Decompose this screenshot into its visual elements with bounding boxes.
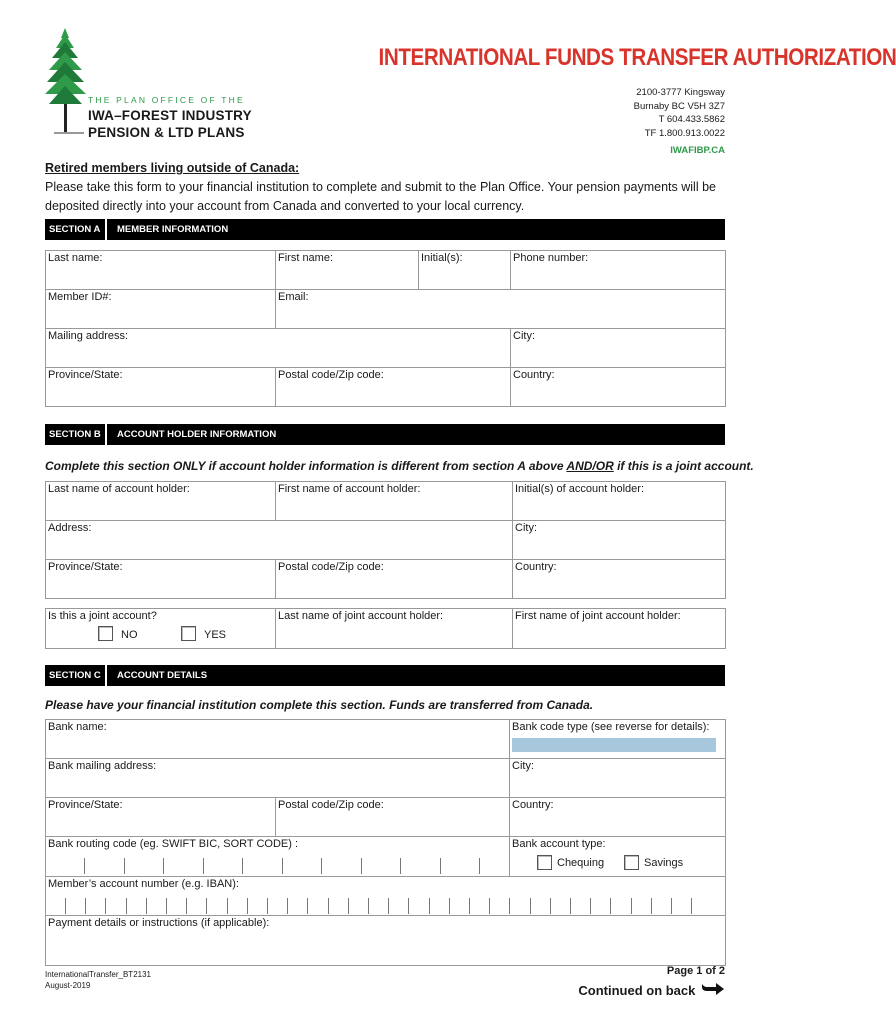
holder-address-label: Address: (48, 522, 92, 534)
bank-postal-field[interactable] (276, 798, 509, 836)
website-link[interactable]: IWAFIBP.CA (670, 145, 725, 156)
member-account-number-label: Member’s account number (e.g. IBAN): (48, 878, 239, 890)
holder-initials-field[interactable] (513, 482, 725, 520)
character-box-divider (84, 858, 85, 874)
org-name (88, 107, 252, 141)
holder-postal-label: Postal code/Zip code: (278, 561, 384, 573)
joint-last-name-label: Last name of joint account holder: (278, 610, 444, 622)
form-date: August-2019 (45, 981, 91, 990)
page-number: Page 1 of 2 (666, 965, 725, 977)
member-id-label: Member ID#: (48, 291, 112, 303)
bank-mailing-field[interactable] (46, 759, 509, 797)
holder-last-name-label: Last name of account holder: (48, 483, 190, 495)
character-box-divider (247, 898, 248, 914)
postal-field[interactable] (276, 368, 510, 406)
chequing-label: Chequing (557, 857, 605, 869)
section-b-instruction (45, 459, 754, 473)
character-box-divider (610, 898, 611, 914)
phone-label: Phone number: (513, 252, 589, 264)
character-box-divider (671, 898, 672, 914)
character-box-divider (227, 898, 228, 914)
character-box-divider (489, 898, 490, 914)
character-box-divider (203, 858, 204, 874)
character-box-divider (163, 858, 164, 874)
intro-heading: Retired members living outside of Canada: (45, 161, 300, 175)
character-box-divider (570, 898, 571, 914)
chequing-checkbox[interactable] (537, 855, 552, 870)
bank-city-label: City: (512, 760, 534, 772)
holder-province-label: Province/State: (48, 561, 123, 573)
joint-yes-label: YES (204, 629, 227, 641)
section-c-tag: SECTION C (45, 665, 107, 686)
section-c-label: ACCOUNT DETAILS (117, 670, 208, 681)
form-footer (45, 969, 151, 991)
character-box-divider (400, 858, 401, 874)
holder-province-field[interactable] (46, 560, 275, 598)
character-box-divider (166, 898, 167, 914)
and-or-emphasis: AND/OR (566, 459, 614, 473)
routing-code-label: Bank routing code (eg. SWIFT BIC, SORT CODE) : (48, 838, 299, 850)
character-box-divider (530, 898, 531, 914)
bank-postal-label: Postal code/Zip code: (278, 799, 384, 811)
character-box-divider (590, 898, 591, 914)
character-box-divider (206, 898, 207, 914)
office-address (634, 86, 725, 158)
city-field[interactable] (511, 329, 725, 367)
character-box-divider (307, 898, 308, 914)
org-name-line2: PENSION & LTD PLANS (88, 125, 245, 140)
character-box-divider (469, 898, 470, 914)
character-box-divider (631, 898, 632, 914)
member-id-field[interactable] (46, 290, 275, 328)
savings-checkbox[interactable] (624, 855, 639, 870)
province-label: Province/State: (48, 369, 123, 381)
country-field[interactable] (511, 368, 725, 406)
bank-code-type-select[interactable] (512, 738, 716, 752)
phone-field[interactable] (511, 251, 725, 289)
initials-label: Initial(s): (421, 252, 463, 264)
bank-mailing-label: Bank mailing address: (48, 760, 157, 772)
character-box-divider (242, 858, 243, 874)
character-box-divider (328, 898, 329, 914)
form-title: INTERNATIONAL FUNDS TRANSFER AUTHORIZATION (378, 44, 896, 71)
account-type-label: Bank account type: (512, 838, 606, 850)
joint-first-name-field[interactable] (513, 609, 725, 648)
joint-account-question (46, 609, 275, 648)
section-c-instruction: Please have your financial institution complete this section. Funds are transferred from Canada. (45, 698, 594, 712)
holder-city-field[interactable] (513, 521, 725, 559)
bank-code-type-label: Bank code type (see reverse for details): (512, 721, 710, 733)
character-box-divider (126, 898, 127, 914)
email-field[interactable] (276, 290, 725, 328)
section-b-label: ACCOUNT HOLDER INFORMATION (117, 429, 277, 440)
bank-name-label: Bank name: (48, 721, 107, 733)
first-name-label: First name: (278, 252, 334, 264)
character-box-divider (146, 898, 147, 914)
holder-last-name-field[interactable] (46, 482, 275, 520)
character-box-divider (267, 898, 268, 914)
postal-label: Postal code/Zip code: (278, 369, 384, 381)
section-a-header (45, 219, 725, 240)
bank-province-field[interactable] (46, 798, 275, 836)
bank-name-field[interactable] (46, 720, 509, 758)
intro-text: Please take this form to your financial institution to complete and submit to the Plan Office. Your pension payments will be deposited directly into your account from Canada and converted to your local currency. (45, 180, 716, 213)
character-box-divider (361, 858, 362, 874)
instruction-text: if this is a joint account. (613, 459, 754, 473)
mailing-address-label: Mailing address: (48, 330, 129, 342)
payment-details-field[interactable] (46, 916, 725, 965)
joint-account-label: Is this a joint account? (48, 610, 157, 622)
holder-country-field[interactable] (513, 560, 725, 598)
address-line: Burnaby BC V5H 3Z7 (633, 100, 725, 112)
holder-address-field[interactable] (46, 521, 512, 559)
country-label: Country: (513, 369, 555, 381)
section-a-label: MEMBER INFORMATION (117, 224, 229, 235)
bank-city-field[interactable] (510, 759, 725, 797)
section-b-header (45, 424, 725, 445)
character-box-divider (479, 858, 480, 874)
character-box-divider (651, 898, 652, 914)
section-a-tag: SECTION A (45, 219, 107, 240)
city-label: City: (513, 330, 535, 342)
character-box-divider (449, 898, 450, 914)
org-tagline: THE PLAN OFFICE OF THE (88, 95, 245, 105)
character-box-divider (388, 898, 389, 914)
phone-line: T 604.433.5862 (658, 114, 725, 125)
bank-country-field[interactable] (510, 798, 725, 836)
character-box-divider (368, 898, 369, 914)
holder-postal-field[interactable] (276, 560, 512, 598)
character-box-divider (65, 898, 66, 914)
character-box-divider (509, 898, 510, 914)
savings-label: Savings (644, 857, 684, 869)
arrow-right-icon (701, 983, 725, 997)
holder-first-name-label: First name of account holder: (278, 483, 421, 495)
email-label: Email: (278, 291, 309, 303)
address-line: 2100-3777 Kingsway (636, 87, 725, 98)
instruction-text: Complete this section ONLY if account holder information is different from section A above (45, 459, 567, 473)
character-box-divider (186, 898, 187, 914)
joint-first-name-label: First name of joint account holder: (515, 610, 681, 622)
province-field[interactable] (46, 368, 275, 406)
first-name-field[interactable] (276, 251, 418, 289)
initials-field[interactable] (419, 251, 510, 289)
member-account-number-field[interactable] (46, 877, 725, 915)
form-id: InternationalTransfer_BT2131 (45, 970, 151, 979)
section-b-tag: SECTION B (45, 424, 107, 445)
last-name-label: Last name: (48, 252, 103, 264)
tollfree-line: TF 1.800.913.0022 (644, 127, 725, 139)
last-name-field[interactable] (46, 251, 275, 289)
joint-no-label: NO (121, 629, 138, 641)
character-box-divider (408, 898, 409, 914)
character-box-divider (321, 858, 322, 874)
holder-first-name-field[interactable] (276, 482, 512, 520)
bank-province-label: Province/State: (48, 799, 123, 811)
continued-on-back (578, 983, 725, 998)
account-type-field (510, 837, 725, 876)
character-box-divider (440, 858, 441, 874)
character-box-divider (348, 898, 349, 914)
character-box-divider (105, 898, 106, 914)
character-box-divider (124, 858, 125, 874)
bank-country-label: Country: (512, 799, 554, 811)
payment-details-label: Payment details or instructions (if applicable): (48, 917, 270, 929)
character-box-divider (691, 898, 692, 914)
joint-yes-checkbox[interactable] (181, 626, 196, 641)
character-box-divider (550, 898, 551, 914)
holder-initials-label: Initial(s) of account holder: (515, 483, 645, 495)
joint-no-checkbox[interactable] (98, 626, 113, 641)
character-box-divider (287, 898, 288, 914)
holder-country-label: Country: (515, 561, 557, 573)
org-name-line1: IWA–FOREST INDUSTRY (88, 108, 252, 123)
holder-city-label: City: (515, 522, 537, 534)
character-box-divider (429, 898, 430, 914)
joint-last-name-field[interactable] (276, 609, 512, 648)
continued-label: Continued on back (578, 983, 696, 998)
section-c-header (45, 665, 725, 686)
character-box-divider (85, 898, 86, 914)
character-box-divider (282, 858, 283, 874)
mailing-address-field[interactable] (46, 329, 510, 367)
